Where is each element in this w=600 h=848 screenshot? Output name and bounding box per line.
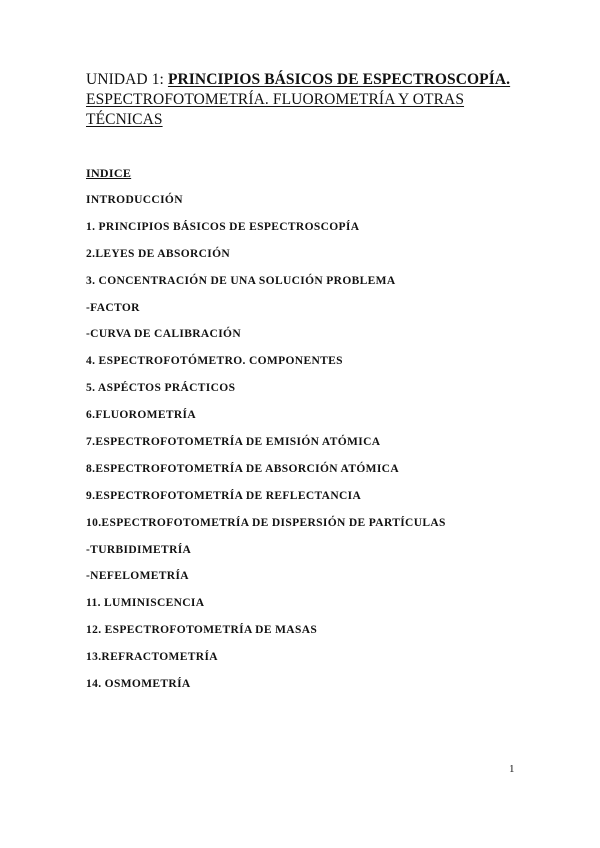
toc-item: 11. LUMINISCENCIA bbox=[86, 597, 205, 610]
unit-title-prefix: UNIDAD 1: bbox=[86, 71, 168, 88]
toc-item: 12. ESPECTROFOTOMETRÍA DE MASAS bbox=[86, 624, 318, 637]
toc-item: 7.ESPECTROFOTOMETRÍA DE EMISIÓN ATÓMICA bbox=[86, 436, 381, 449]
toc-item: 14. OSMOMETRÍA bbox=[86, 678, 191, 691]
toc-item: 4. ESPECTROFOTÓMETRO. COMPONENTES bbox=[86, 355, 343, 368]
unit-title-line-3: TÉCNICAS bbox=[86, 111, 163, 128]
index-heading: INDICE bbox=[86, 166, 132, 180]
toc-item: 3. CONCENTRACIÓN DE UNA SOLUCIÓN PROBLEMA bbox=[86, 274, 396, 287]
toc-item: INTRODUCCIÓN bbox=[86, 194, 183, 206]
toc-item: -FACTOR bbox=[86, 301, 140, 314]
table-of-contents bbox=[86, 193, 446, 704]
toc-item: 13.REFRACTOMETRÍA bbox=[86, 651, 218, 664]
toc-item: 5. ASPÉCTOS PRÁCTICOS bbox=[86, 382, 236, 395]
toc-item: 2.LEYES DE ABSORCIÓN bbox=[86, 247, 231, 260]
page-number: 1 bbox=[509, 763, 515, 775]
toc-item: 9.ESPECTROFOTOMETRÍA DE REFLECTANCIA bbox=[86, 489, 362, 502]
toc-item: -CURVA DE CALIBRACIÓN bbox=[86, 328, 241, 341]
toc-item: 6.FLUOROMETRÍA bbox=[86, 409, 197, 422]
toc-item: -TURBIDIMETRÍA bbox=[86, 543, 192, 556]
unit-title-line-1: PRINCIPIOS BÁSICOS DE ESPECTROSCOPÍA. bbox=[167, 71, 511, 88]
toc-item: -NEFELOMETRÍA bbox=[86, 570, 189, 583]
unit-title bbox=[86, 70, 526, 130]
toc-item: 1. PRINCIPIOS BÁSICOS DE ESPECTROSCOPÍA bbox=[86, 220, 360, 233]
unit-title-line-2: ESPECTROFOTOMETRÍA. FLUOROMETRÍA Y OTRAS bbox=[86, 91, 465, 108]
toc-item: 10.ESPECTROFOTOMETRÍA DE DISPERSIÓN DE PARTÍCULAS bbox=[86, 516, 446, 529]
toc-item: 8.ESPECTROFOTOMETRÍA DE ABSORCIÓN ATÓMICA bbox=[86, 462, 399, 475]
